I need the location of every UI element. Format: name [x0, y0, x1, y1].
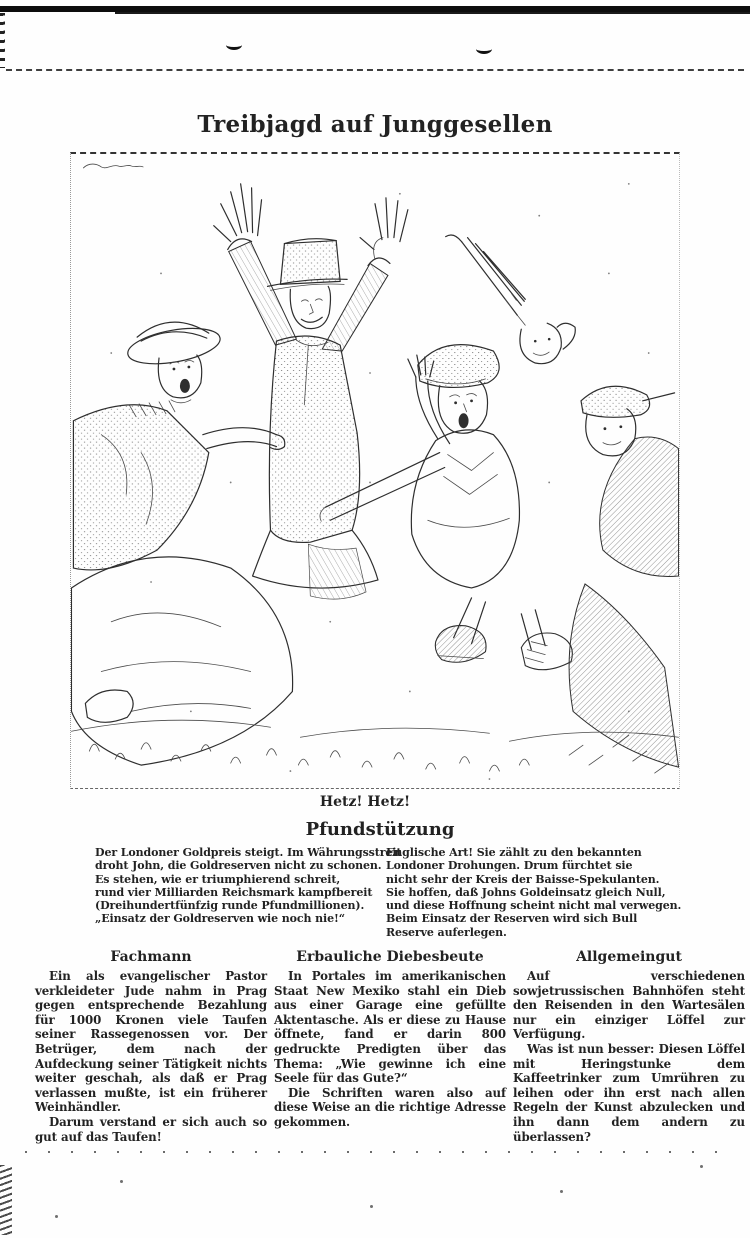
poem-line: „Einsatz der Goldreserven wie noch nie!“ — [95, 912, 345, 926]
paragraph: Darum verstand er sich auch so gut auf das Taufen! — [35, 1114, 267, 1144]
poem-line: droht John, die Goldreserven nicht zu schonen. — [95, 859, 382, 873]
cartoon-caption: Hetz! Hetz! — [319, 794, 411, 810]
article-heading: Allgemeingut — [576, 949, 682, 965]
paragraph: Auf verschiedenen sowjetrussischen Bahnhöfen steht den Reisenden in den Wartesälen nur ein einziger Löffel zur Verfügung. — [513, 969, 745, 1042]
scan-speck — [700, 1165, 703, 1168]
scan-edge-noise — [0, 1165, 12, 1235]
poem-line: Reserve auferlegen. — [386, 925, 507, 939]
flat-cap-figure — [581, 386, 679, 576]
scan-speck — [370, 1205, 373, 1208]
scan-speck — [55, 1215, 58, 1218]
article-fachmann — [35, 949, 267, 1144]
articles-row — [35, 949, 745, 1144]
poem-line: Sie hoffen, daß Johns Goldeinsatz gleich Null, — [386, 885, 666, 899]
poem-line: Es stehen, wie er triumphierend schreit, — [95, 872, 341, 886]
poem-line: Londoner Drohungen. Drum fürchtet sie — [386, 859, 633, 873]
dashed-divider — [6, 69, 744, 71]
article-heading: Erbauliche Diebesbeute — [296, 949, 484, 965]
poem-line: Englische Art! Sie zählt zu den bekannten — [386, 846, 642, 859]
poem-right-column — [386, 846, 682, 939]
poem-line: und diese Hoffnung scheint nicht mal verwegen. — [386, 899, 682, 913]
paragraph: In Portales im amerikanischen Staat New Mexiko stahl ein Dieb aus einer Garage eine gefüllte Aktentasche. Als er diese zu Hause öffnete, fand er darin 800 gedruckte Predigten über das Thema: „Wie gewinne ich eine Seele für das Gute?“ — [274, 969, 506, 1086]
crowd-lower-shapes — [71, 557, 678, 767]
article-erbauliche-diebesbeute — [274, 949, 506, 1144]
left-pursuer-woman — [73, 322, 284, 570]
article-body — [513, 969, 745, 1144]
scan-speck — [120, 1180, 123, 1183]
poem-line: (Dreihundertfünfzig runde Pfundmillionen). — [95, 899, 365, 913]
central-man-top-hat — [214, 184, 408, 599]
scan-dotted-line — [25, 1151, 730, 1153]
poem-line: Beim Einsatz der Reserven wird sich Bull — [386, 912, 638, 926]
poem-line: Der Londoner Goldpreis steigt. Im Währungsstreit — [95, 846, 402, 859]
poem-left-column — [95, 846, 402, 939]
article-allgemeingut — [513, 949, 745, 1144]
article-heading: Fachmann — [110, 949, 192, 965]
scan-mark — [226, 40, 242, 50]
scan-edge-noise — [0, 13, 5, 68]
paragraph: Was ist nun besser: Diesen Löffel mit Heringstunke dem Kaffeetrinker zum Umrühren zu leihen oder ihn erst nach allen Regeln der Kunst abzulecken und ihn dann dem andern zu überlassen? — [513, 1041, 745, 1144]
signature-squiggle — [83, 164, 143, 168]
scan-mark — [476, 44, 492, 54]
paragraph: Ein als evangelischer Pastor verkleideter Jude nahm in Prag gegen entsprechende Bezahlung für 1000 Kronen viele Taufen seiner Rassegenossen vor. Der Betrüger, dem nach der Aufdeckung seiner Tätigkeit nichts weiter geschah, als daß er Prag verlassen mußte, ist ein früherer Weinhändler. — [35, 969, 267, 1115]
poem-line: rund vier Milliarden Reichsmark kampfbereit — [95, 885, 373, 899]
page-title: Treibjagd auf Junggesellen — [197, 111, 553, 138]
poem-line: nicht sehr der Kreis der Baisse-Spekulanten. — [386, 872, 660, 886]
ground-grass — [71, 720, 678, 773]
article-body — [35, 969, 267, 1144]
poem-heading: Pfundstützung — [305, 819, 455, 840]
article-body — [274, 969, 506, 1130]
poem-columns — [95, 846, 682, 939]
paragraph: Die Schriften waren also auf diese Weise an die richtige Adresse gekommen. — [274, 1085, 506, 1129]
scan-speck — [560, 1190, 563, 1193]
scan-top-edge-line — [115, 12, 750, 14]
cartoon-illustration — [70, 152, 680, 789]
cartoon-drawing — [71, 154, 679, 788]
